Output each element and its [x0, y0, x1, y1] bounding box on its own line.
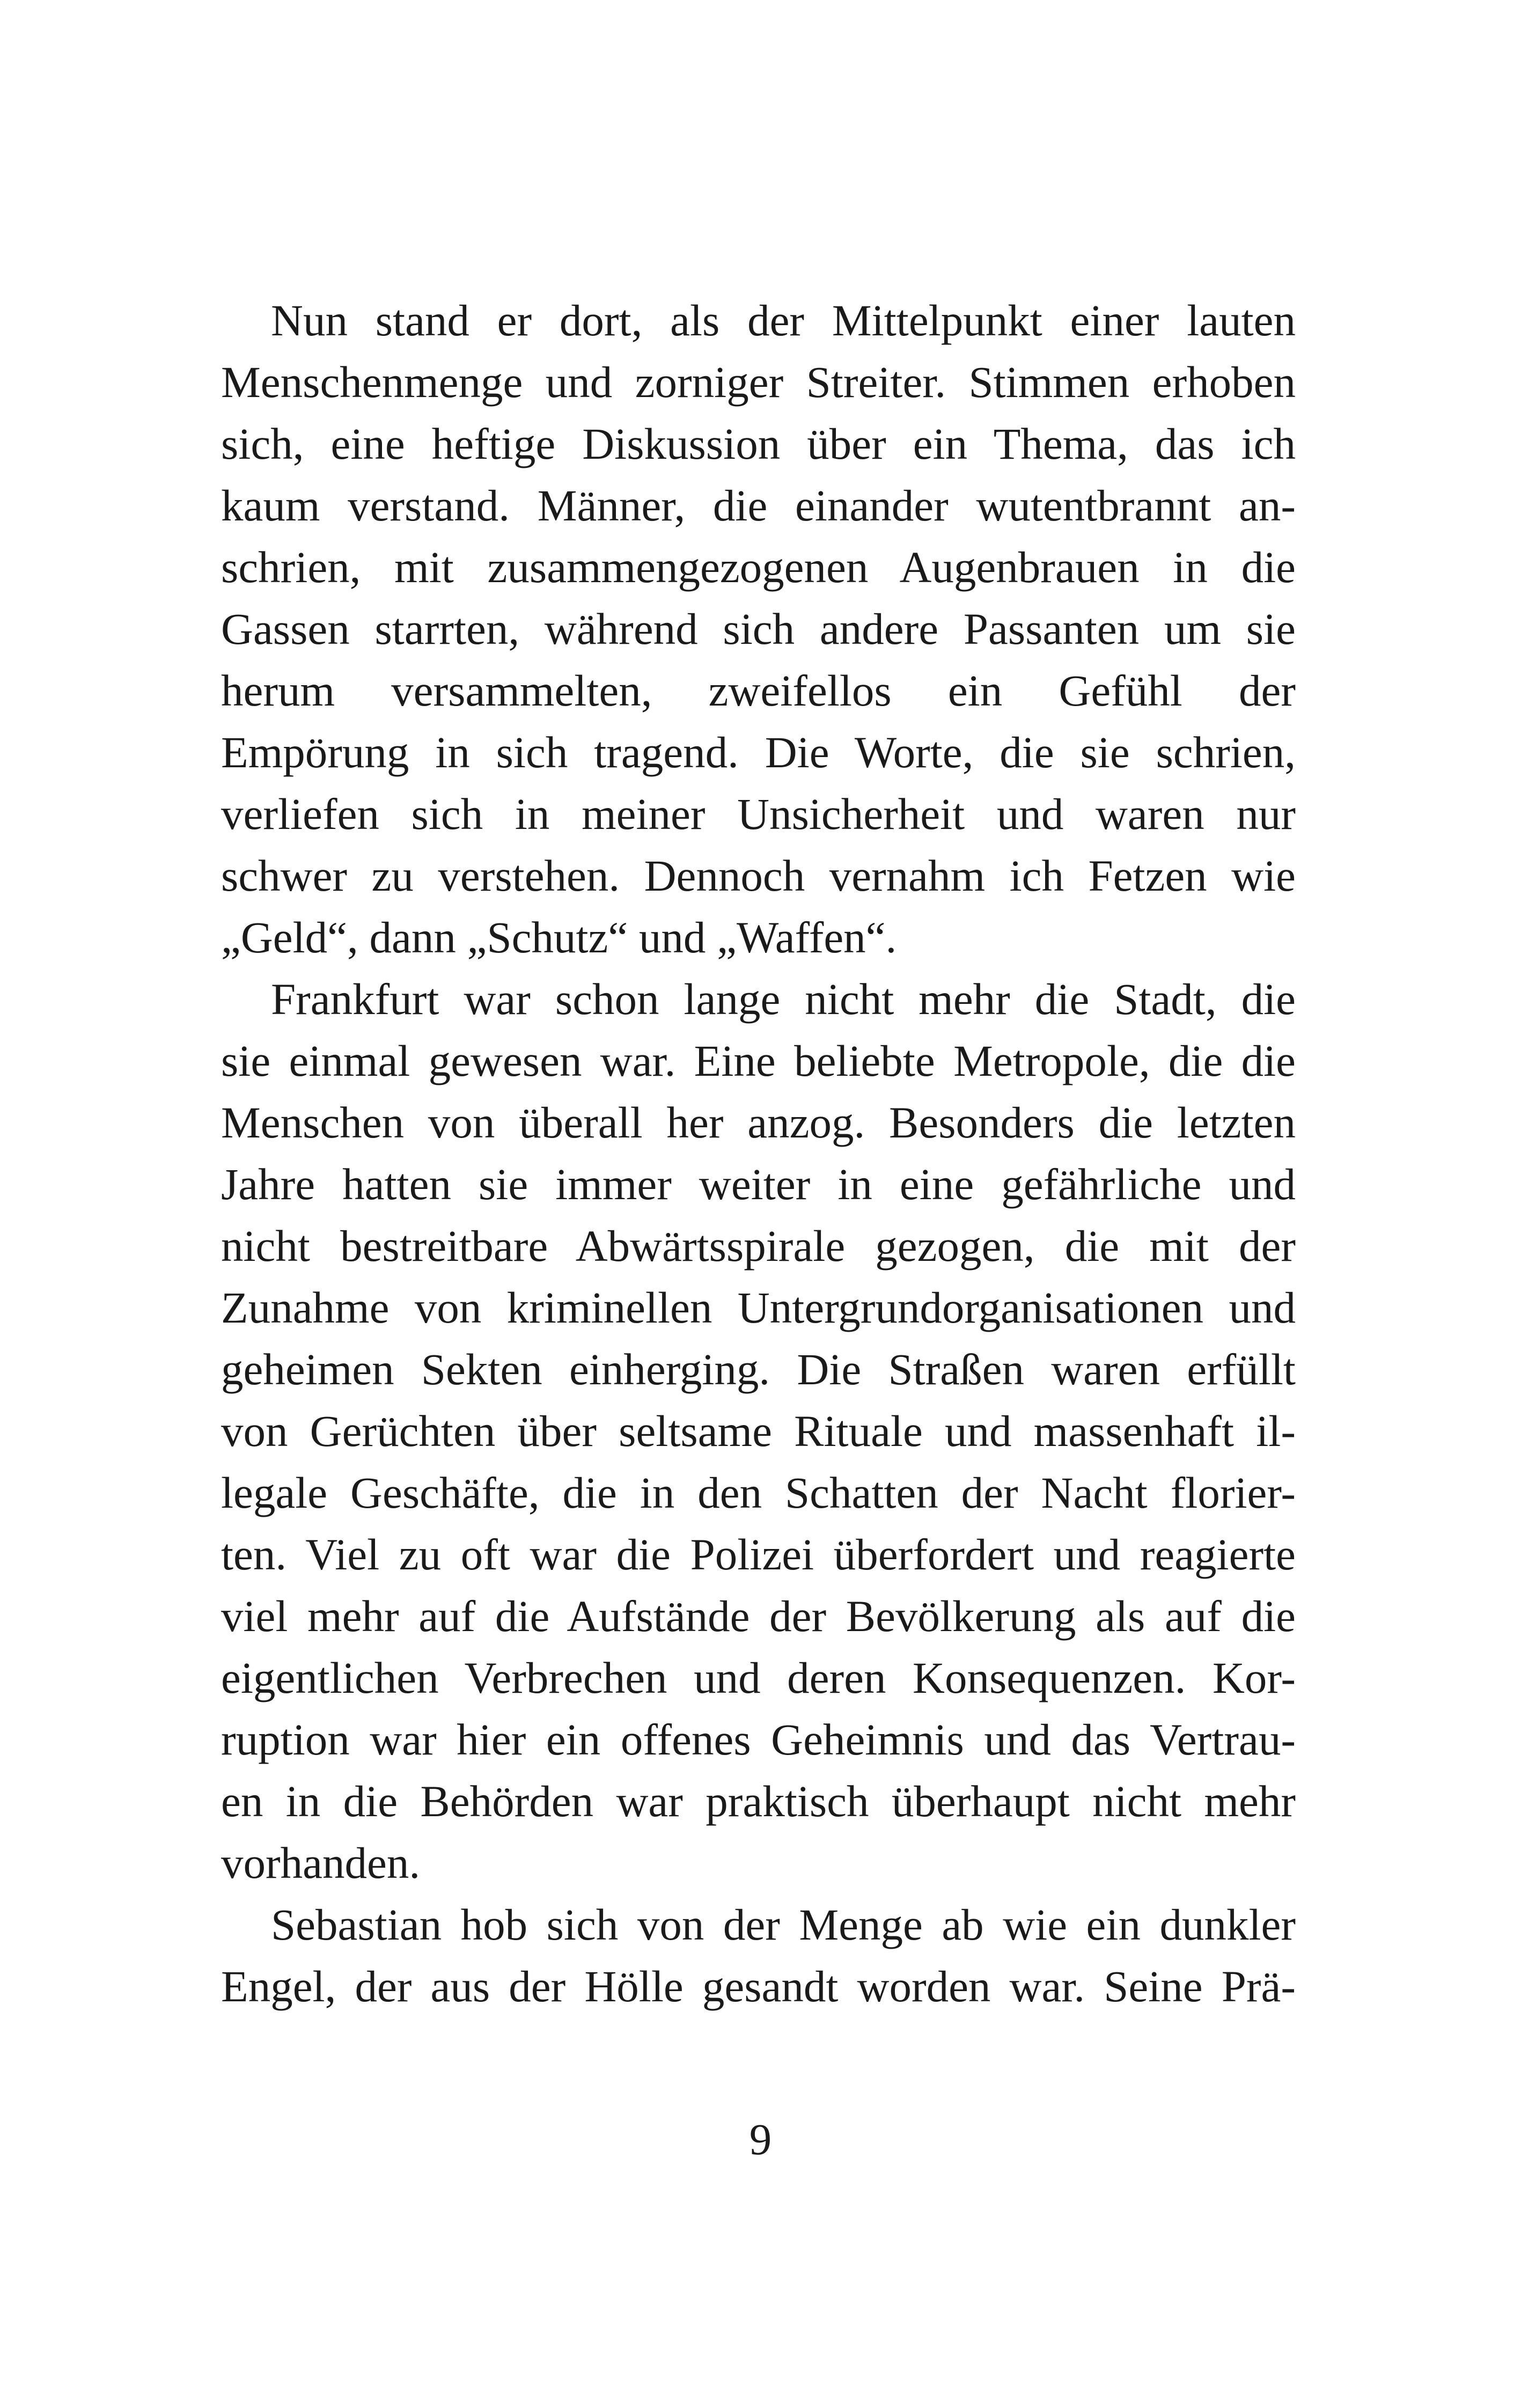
text-line: Jahre hatten sie immer weiter in eine gefährliche und [221, 1159, 1296, 1209]
paragraph [221, 290, 1296, 968]
text-line: Gassen starrten, während sich andere Passanten um sie [221, 604, 1296, 654]
text-line: Zunahme von kriminellen Untergrundorganisationen und [221, 1283, 1296, 1332]
body-text [221, 290, 1296, 2017]
text-line: sie einmal gewesen war. Eine beliebte Metropole, die die [221, 1036, 1296, 1085]
paragraph [221, 968, 1296, 1894]
text-line: legale Geschäfte, die in den Schatten der Nacht florier- [221, 1468, 1296, 1517]
page-number: 9 [749, 2115, 772, 2164]
text-line: nicht bestreitbare Abwärtsspirale gezogen, die mit der [221, 1221, 1296, 1271]
text-line: geheimen Sekten einherging. Die Straßen waren erfüllt [221, 1345, 1296, 1394]
text-line: vorhanden. [221, 1838, 421, 1888]
text-line: Sebastian hob sich von der Menge ab wie ein dunkler [271, 1900, 1296, 1949]
text-line: herum versammelten, zweifellos ein Gefühl der [221, 666, 1296, 715]
text-line: Empörung in sich tragend. Die Worte, die sie schrien, [221, 728, 1296, 777]
text-line: ten. Viel zu oft war die Polizei überfordert und reagierte [221, 1530, 1296, 1579]
text-line: eigentlichen Verbrechen und deren Konsequenzen. Kor- [221, 1653, 1296, 1702]
text-line: Nun stand er dort, als der Mittelpunkt einer lauten [271, 296, 1296, 345]
text-line: en in die Behörden war praktisch überhaupt nicht mehr [221, 1776, 1296, 1826]
text-line: Engel, der aus der Hölle gesandt worden war. Seine Prä- [221, 1962, 1296, 2011]
text-line: ruption war hier ein offenes Geheimnis und das Vertrau- [221, 1715, 1296, 1764]
text-line: viel mehr auf die Aufstände der Bevölkerung als auf die [221, 1591, 1296, 1641]
text-line: von Gerüchten über seltsame Rituale und massenhaft il- [221, 1406, 1296, 1456]
text-line: kaum verstand. Männer, die einander wutentbrannt an- [221, 481, 1296, 530]
text-line: „Geld“, dann „Schutz“ und „Waffen“. [221, 913, 897, 962]
text-line: Frankfurt war schon lange nicht mehr die Stadt, die [271, 974, 1296, 1024]
text-line: Menschenmenge und zorniger Streiter. Stimmen erhoben [221, 357, 1296, 407]
text-line: schwer zu verstehen. Dennoch vernahm ich Fetzen wie [221, 851, 1296, 900]
text-line: verliefen sich in meiner Unsicherheit und waren nur [221, 789, 1296, 839]
text-line: schrien, mit zusammengezogenen Augenbrauen in die [221, 542, 1296, 592]
text-line: sich, eine heftige Diskussion über ein Thema, das ich [221, 419, 1296, 468]
text-line: Menschen von überall her anzog. Besonders die letzten [221, 1098, 1296, 1147]
paragraph [221, 1894, 1296, 2017]
